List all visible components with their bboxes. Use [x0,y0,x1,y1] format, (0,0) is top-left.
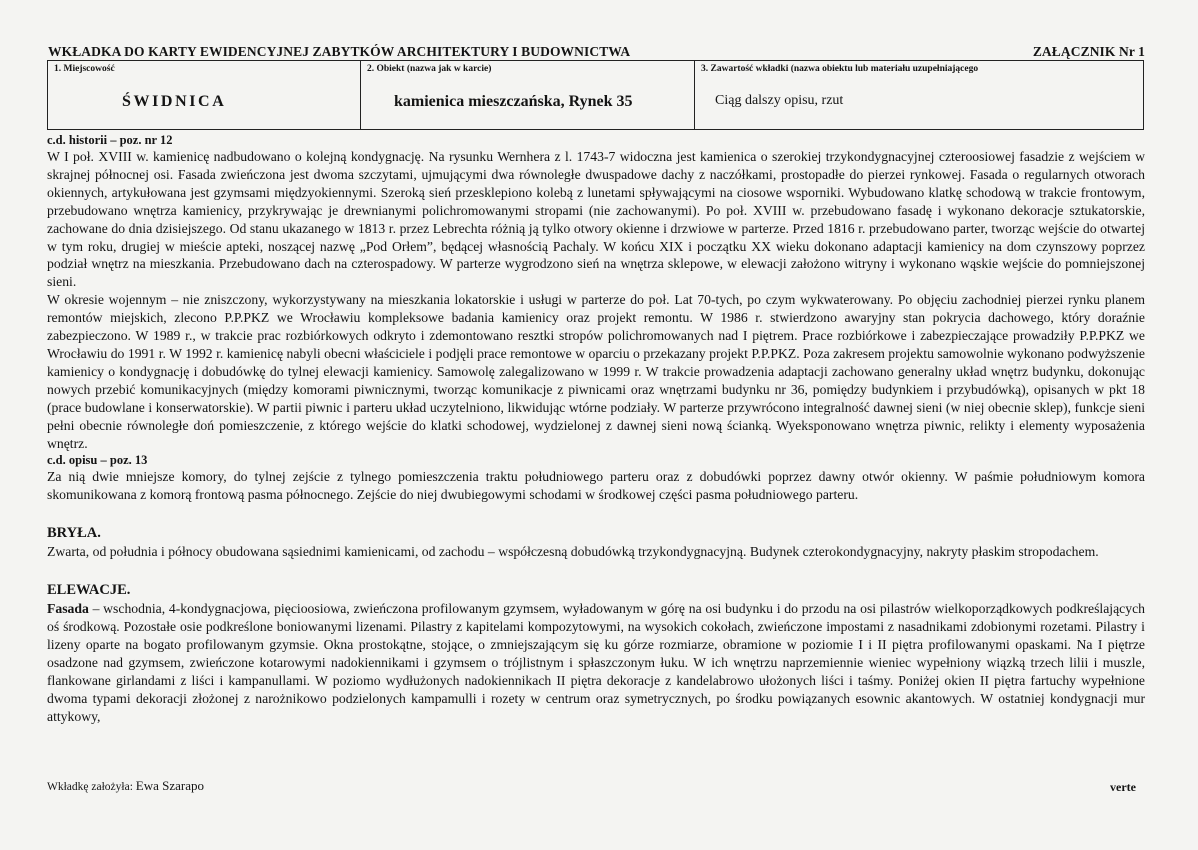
facade-lead: Fasada [47,601,89,617]
contents-cell [695,61,1145,129]
author-name: Ewa Szarapo [135,778,204,793]
bryla-text: Zwarta, od południa i północy obudowana sąsiednimi kamienicami, od zachodu – współczesną dobudówką trzykondygnacyjną. Budynek czterokondygnacyjny, nakryty płaskim stropodachem. [47,544,1099,560]
object-label: 2. Obiekt (nazwa jak w karcie) [367,64,492,74]
form-title: WKŁADKA DO KARTY EWIDENCYJNEJ ZABYTKÓW ARCHITEKTURY I BUDOWNICTWA [48,44,631,59]
contents-value: Ciąg dalszy opisu, rzut [715,93,844,108]
author-label: Wkładkę założyła: [47,781,133,793]
document-body [47,132,1145,725]
object-value: kamienica mieszczańska, Rynek 35 [394,93,633,110]
header-table [47,60,1144,130]
description-paragraph: Za nią dwie mniejsze komory, do tylnej zejście z tylnego pomieszczenia traktu południowego parteru oraz z dobudówki poprzez dawny otwór okienny. W paśmie południowym komora skomunikowana z komorą frontową pasma północnego. Zejście do niej dwubiegowymi schodami w środkowej części pasma południowego parteru. [47,469,1145,503]
history-paragraph-1: W I poł. XVIII w. kamienicę nadbudowano o kolejną kondygnację. Na rysunku Wernhera z l. 1743-7 widoczna jest kamienica o szerokiej trzykondygnacyjnej czteroosiowej fasadzie z wejściem w skrajnej północnej osi. Fasada zwieńczona jest dwoma szczytami, ujmującymi dwa równoległe dwuspadowe dachy z naczółkami, prostopadłe do pierzei rynkowej. Fasada o regularnych otworach okiennych, artykułowana jest gzymsami międzyokiennymi. Szeroką sień przesklepiono kolebą z lunetami spływającymi na ciosowe wsporniki. Wybudowano klatkę schodową w trakcie frontowym, przebudowano wnętrza kamienicy, przykrywając je drewnianymi polichromowanymi stropami (nie zachowanymi). Po poł. XVIII w. przebudowano fasadę i wykonano dekoracje sztukatorskie, zachowane do dnia dzisiejszego. Od stanu ukazanego w 1813 r. przez Lebrechta różnią ją tylko otwory okienne i drzwiowe w parterze. Przed 1816 r. przebudowano parter, tworząc wejście do otwartej w tym roku, drugiej w mieście apteki, noszącej nazwę „Pod Orłem”, będącej własnością Pachaly. W końcu XIX i początku XX wieku dokonano adaptacji kamienicy na dom czynszowy poprzez podział wnętrz na mieszkania. Przebudowano dach na czterospadowy. W parterze wygrodzono sień na wnętrza sklepowe, w elewacji założono witryny i wykonano wąskie wejście do pomniejszonej sieni. [47,149,1145,290]
attachment-number: ZAŁĄCZNIK Nr 1 [1032,44,1145,59]
facade-text: – wschodnia, 4-kondygnacjowa, pięcioosiowa, zwieńczona profilowanym gzymsem, wyładowanym w górę na osi budynku i do przodu na osi pilastrów wielkoporządkowych podkreślających oś środkową. Pozostałe osie podkreślone boniowanymi lizenami. Pilastry z kapitelami kompozytowymi, na wysokich cokołach, zwieńczone impostami z nasadnikami zdobionymi rozetami. Pilastry i lizeny oparte na bogato profilowanym gzymsie. Okna prostokątne, stojące, o zmniejszającym się ku górze rozmiarze, obramione w poziomie I i II piętra profilowanymi opaskami. Na I piętrze osadzone nad gzymsem, zwieńczone kotarowymi nadokiennikami i gzymsem o trójlistnym i spłaszczonym łuku. W ich wnętrzu naprzemiennie wieniec wypełniony wiązką trzech lilii i muszle, flankowane girlandami z liści i kampanullami. W poziomo wydłużonych nadokiennikach II piętra dekoracje z kandelabrowo ułożonych liści i taśmy. Poniżej okien II piętra fartuchy wypełnione dwoma typami dekoracji złożonej z narożnikowo podzielonych kampamulli i rozety w centrum oraz symetrycznych, po środku powiązanych esownic akantowych. W ostatniej kondygnacji mur attykowy, [47,601,1145,724]
section-gap [47,504,1145,512]
locality-value: ŚWIDNICA [122,93,227,110]
elewacje-heading: ELEWACJE. [47,582,131,599]
bryla-heading: BRYŁA. [47,525,101,542]
object-cell [361,61,695,129]
description-heading: c.d. opisu – poz. 13 [47,453,148,468]
verte-note: verte [1110,780,1136,794]
history-heading: c.d. historii – poz. nr 12 [47,133,173,147]
locality-label: 1. Miejscowość [54,64,115,74]
author-line [47,778,204,794]
contents-label: 3. Zawartość wkładki (nazwa obiektu lub materiału uzupełniającego [701,64,979,74]
history-paragraph-2: W okresie wojennym – nie zniszczony, wykorzystywany na mieszkania lokatorskie i usługi w parterze do poł. Lat 70-tych, po czym wykwaterowany. Po objęciu zachodniej pierzei rynku planem remontów miejskich, zlecono P.P.PKZ we Wrocławiu kompleksowe badania kamienicy oraz projekt remontu. W 1986 r. stwierdzono awaryjny stan pokrycia dachowego, który doraźnie zabezpieczono. W 1989 r., w trakcie prac rozbiórkowych odkryto i zdemontowano resztki stropów polichromowanych nad I piętrem. Prace rozbiórkowe i zabezpieczające prowadziły P.P.PKZ we Wrocławiu do 1991 r. W 1992 r. kamienicę nabyli obecni właściciele i podjęli prace remontowe w oparciu o przekazany projekt P.P.PKZ. Poza zakresem projektu samowolnie wykonano podwyższenie kamienicy o kondygnację i dobudówkę do tylnej elewacji kamienicy. Samowolę zalegalizowano w 1999 r. W trakcie prowadzenia adaptacji zachowano generalny układ wnętrz budynku, dokonując nowych przebić komunikacyjnych (między komorami piwnicznymi, tworząc komunikacje z piwnicami oraz wnętrzami budynku nr 36, pomiędzy budynkiem i przybudówką), opisanych w pkt 18 (prace budowlane i konserwatorskie). W partii piwnic i parteru układ uczytelniono, likwidując wtórne podziały. W parterze przywrócono integralność dawnej sieni (w niej obecnie sklep), funkcje sieni pełni obecnie równoległe doń pomieszczenie, z którego wejście do klatki schodowej, wydzielonej z dawnej sieni nową ścianką. Wyeksponowano wnętrza piwnic, relikty i elementy wyposażenia wnętrz. [47,292,1145,451]
elewacje-paragraph [47,600,1145,725]
locality-cell [48,61,361,129]
section-gap [47,561,1145,569]
